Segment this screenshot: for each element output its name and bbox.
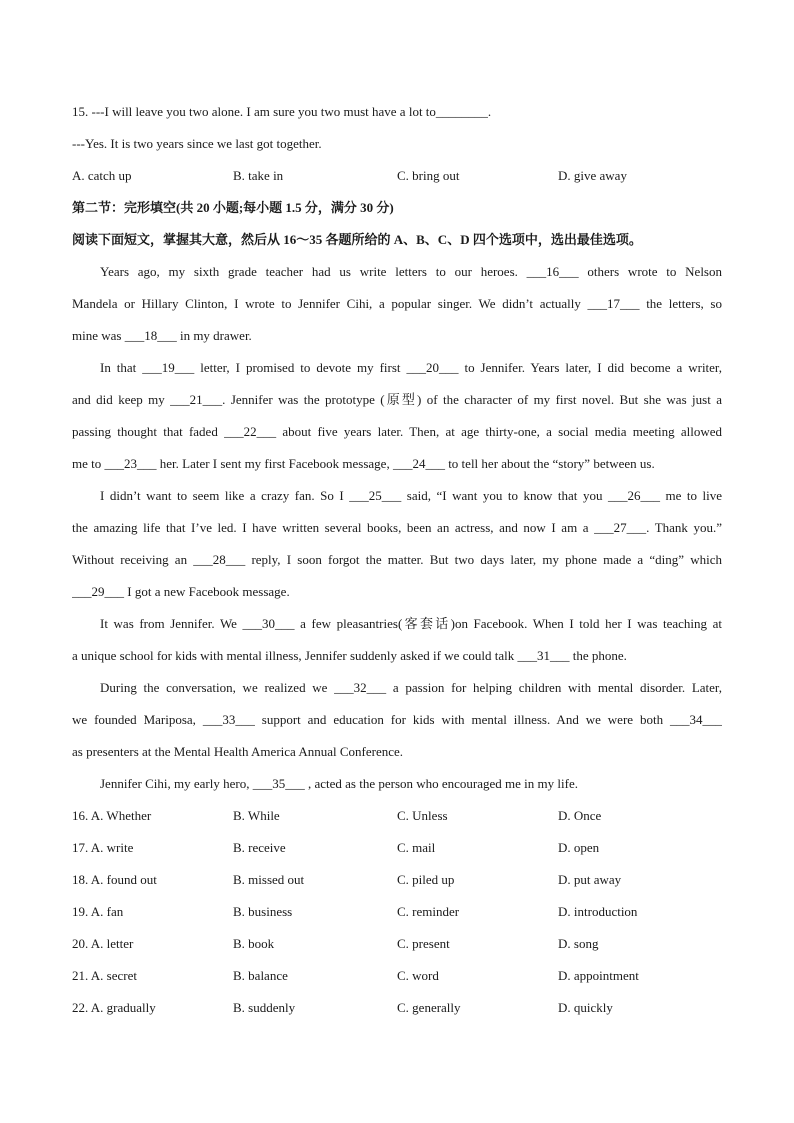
option-b: B. take in [233,168,284,183]
question-15-stem: 15. ---I will leave you two alone. I am sure you two must have a lot to________. [72,104,492,119]
option-d: D. song [558,936,599,951]
option-c: C. generally [397,1000,461,1015]
option-b: B. receive [233,840,286,855]
option-a: 20. A. letter [72,936,134,951]
option-c: C. bring out [397,168,460,183]
option-d: D. give away [558,168,627,183]
option-b: B. missed out [233,872,305,887]
option-c: C. present [397,936,450,951]
passage-line: the amazing life that I’ve led. I have written several books, been an actress, and now I am a ___27___. Thank you.” [72,520,722,535]
option-c: C. mail [397,840,436,855]
option-b: B. book [233,936,275,951]
option-a: 22. A. gradually [72,1000,156,1015]
passage-paragraph-4 [72,608,722,672]
option-d: D. introduction [558,904,638,919]
question-19-options [72,896,722,928]
passage-line: Jennifer Cihi, my early hero, ___35___ , acted as the person who encouraged me in my life. [100,776,578,791]
passage-line: ___29___ I got a new Facebook message. [72,584,290,599]
option-b: B. suddenly [233,1000,296,1015]
question-18-options [72,864,722,896]
question-20-options [72,928,722,960]
question-22-options [72,992,722,1024]
passage-line: we founded Mariposa, ___33___ support and education for kids with mental illness. And we were both ___34___ [72,712,722,727]
question-15-reply: ---Yes. It is two years since we last got together. [72,136,322,151]
option-d: D. appointment [558,968,639,983]
passage-paragraph-5 [72,672,722,768]
option-c: C. reminder [397,904,460,919]
option-d: D. put away [558,872,622,887]
passage-line: and did keep my ___21___. Jennifer was the prototype (原型) of the character of my first novel. But she was just a [72,392,722,407]
passage-line: It was from Jennifer. We ___30___ a few pleasantries(客套话)on Facebook. When I told her I was teaching at [100,616,722,631]
passage-line: mine was ___18___ in my drawer. [72,328,252,343]
option-d: D. Once [558,808,602,823]
option-b: B. While [233,808,280,823]
question-21-options [72,960,722,992]
section-instruction: 阅读下面短文，掌握其大意，然后从 16～35 各题所给的 A、B、C、D 四个选项中，选出最佳选项。 [72,232,642,247]
option-a: 19. A. fan [72,904,124,919]
passage-line: During the conversation, we realized we ___32___ a passion for helping children with mental disorder. Later, [100,680,722,695]
option-a: 16. A. Whether [72,808,152,823]
option-b: B. balance [233,968,288,983]
option-c: C. piled up [397,872,455,887]
passage-paragraph-1 [72,256,722,352]
option-a: 21. A. secret [72,968,137,983]
passage-line: Mandela or Hillary Clinton, I wrote to Jennifer Cihi, a popular singer. We didn’t actually ___17___ the letters, so [72,296,722,311]
passage-paragraph-3 [72,480,722,608]
passage-paragraph-6 [72,768,722,800]
question-15-options [72,160,722,192]
question-17-options [72,832,722,864]
passage-line: a unique school for kids with mental illness, Jennifer suddenly asked if we could talk ___31___ the phone. [72,648,627,663]
exam-page [72,96,722,1024]
option-a: A. catch up [72,168,132,183]
passage-line: as presenters at the Mental Health America Annual Conference. [72,744,404,759]
option-b: B. business [233,904,293,919]
passage-line: me to ___23___ her. Later I sent my first Facebook message, ___24___ to tell her about the “story” between us. [72,456,655,471]
passage-line: Without receiving an ___28___ reply, I soon forgot the matter. But two days later, my phone made a “ding” which [72,552,722,567]
option-a: 17. A. write [72,840,134,855]
option-a: 18. A. found out [72,872,157,887]
option-c: C. word [397,968,439,983]
passage-line: In that ___19___ letter, I promised to devote my first ___20___ to Jennifer. Years later, I did become a writer, [100,360,722,375]
passage-paragraph-2 [72,352,722,480]
question-options-list [72,800,722,1024]
option-d: D. open [558,840,600,855]
passage-line: Years ago, my sixth grade teacher had us write letters to our heroes. ___16___ others wrote to Nelson [100,264,722,279]
question-16-options [72,800,722,832]
passage-line: I didn’t want to seem like a crazy fan. So I ___25___ said, “I want you to know that you ___26___ me to live [100,488,722,503]
option-d: D. quickly [558,1000,613,1015]
passage-line: passing thought that faded ___22___ about five years later. Then, at age thirty-one, a social media meeting allowed [72,424,722,439]
option-c: C. Unless [397,808,448,823]
section-title: 第二节：完形填空(共 20 小题;每小题 1.5 分，满分 30 分) [72,200,394,215]
